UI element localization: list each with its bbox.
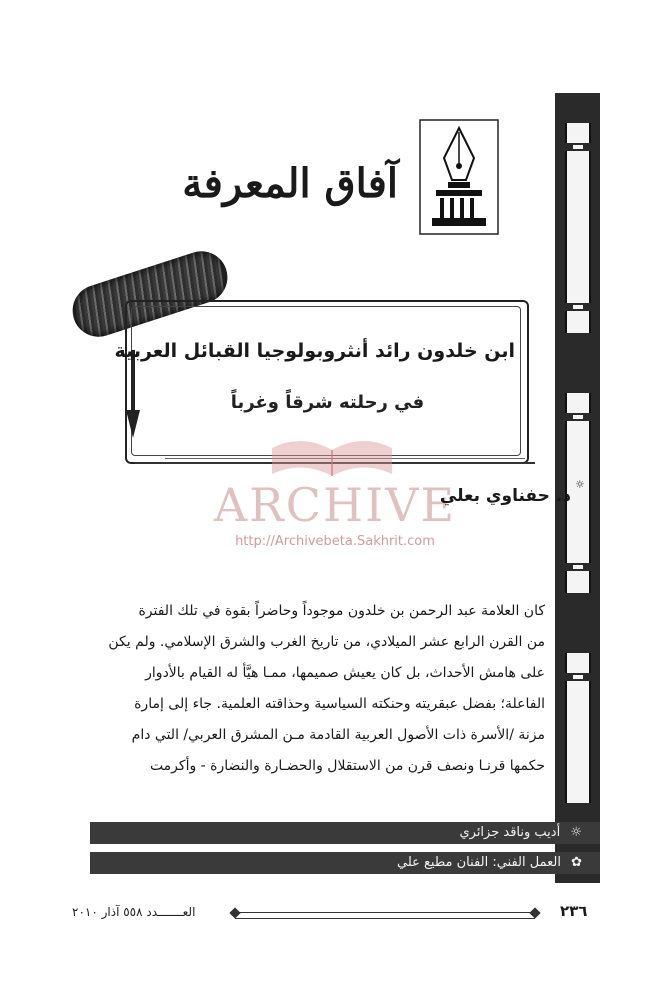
credit-text: أديب وناقد جزائري xyxy=(459,825,561,840)
side-panel xyxy=(565,123,591,333)
issue-info: العـــــــدد ٥٥٨ آذار ٢٠١٠ xyxy=(72,905,196,919)
author-credit-bar xyxy=(90,822,600,844)
archive-watermark: ARCHIVE xyxy=(213,478,457,532)
page-number: ٢٣٦ xyxy=(560,902,588,920)
archive-book-watermark-icon xyxy=(262,428,402,478)
flower-icon: ✿ xyxy=(571,855,582,870)
body-line: مزنة /الأسرة ذات الأصول العربية القادمة مـن المشرق العربي/ التي دام xyxy=(131,727,545,743)
section-title: آفاق المعرفة xyxy=(182,160,398,207)
author-footnote-mark: ☼ xyxy=(575,478,585,491)
article-subtitle: في رحلته شرقاً وغرباً xyxy=(230,392,425,413)
body-line: كان العلامة عبد الرحمن بن خلدون موجوداً وحاضراً بقوة في تلك الفترة xyxy=(138,603,545,619)
side-panel xyxy=(565,653,591,803)
pen-column-logo-icon xyxy=(418,118,500,236)
author-name: د. حفناوي بعلي xyxy=(439,486,571,506)
body-line: من القرن الرابع عشر الميلادي، من تاريخ الغرب والشرق الإسلامي. ولم يكن xyxy=(108,634,545,650)
artwork-credit-bar xyxy=(90,852,600,874)
credit-mark-icon: ☼ xyxy=(570,825,582,840)
archive-url-watermark: http://Archivebeta.Sakhrit.com xyxy=(235,534,435,549)
body-line: حكمها قرنـا ونصف قرن من الاستقلال والحضـارة والنضارة - وأكرمت xyxy=(149,758,545,774)
article-title: ابن خلدون رائد أنثروبولوجيا القبائل العربية xyxy=(114,340,515,362)
body-line: الفاعلة؛ بفضل عبقريته وحنكته السياسية وحذاقته العلمية. جاء إلى إمارة xyxy=(134,696,545,712)
body-line: على هامش الأحداث، بل كان يعيش صميمها، ممـا هيَّأ له القيام بالأدوار xyxy=(145,665,545,681)
credit-text: العمل الفني: الفنان مطيع علي xyxy=(396,855,561,870)
article-body xyxy=(105,596,545,782)
footer-divider xyxy=(235,912,535,919)
